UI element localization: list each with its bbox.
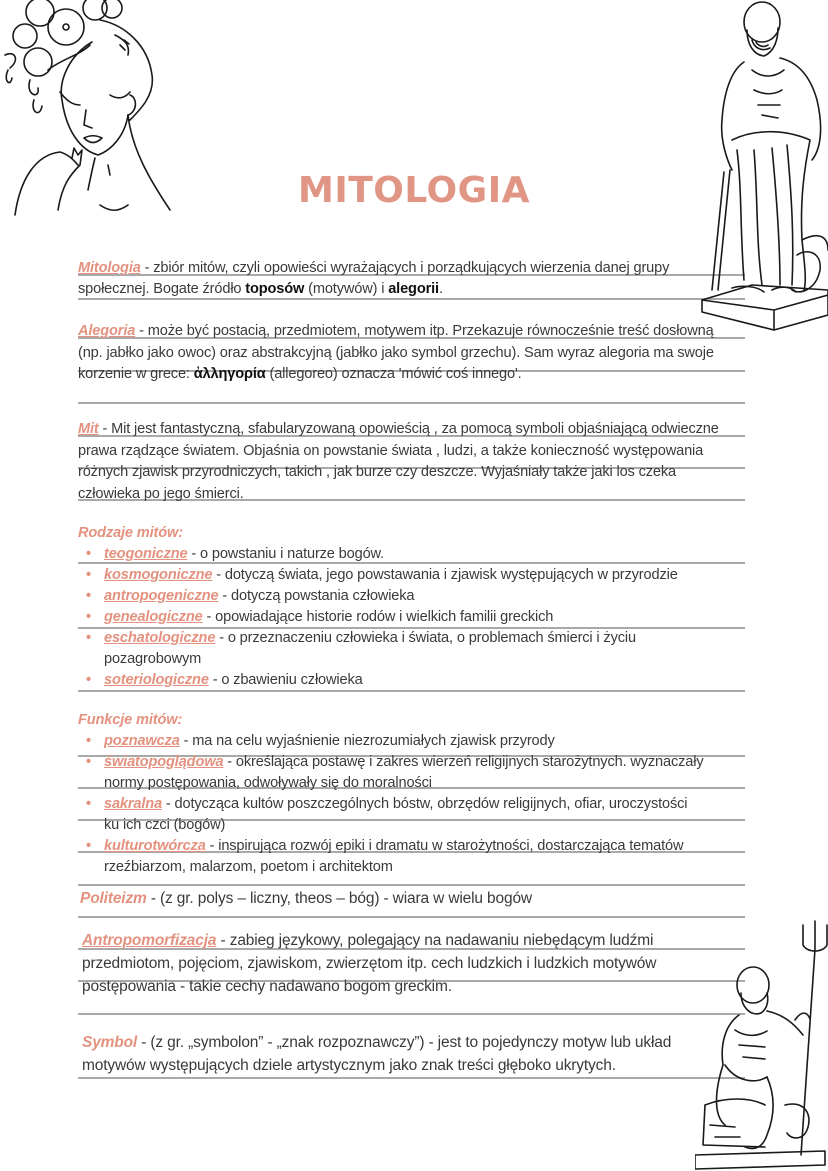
list-item-desc: - inspirująca rozwój epiki i dramatu w starożytności, dostarczająca tematów rzeźbiarzom, malarzom, poetom i architektom	[104, 838, 684, 875]
definition-text: (motywów) i	[304, 281, 389, 297]
greek-word: ἀλληγορία	[193, 366, 266, 382]
term-politeizm: Politeizm	[80, 890, 147, 907]
list-item-term: kulturotwórcza	[104, 838, 206, 854]
list-item	[78, 794, 694, 836]
section-funkcje-mitow	[78, 710, 738, 878]
list-item	[78, 752, 704, 794]
definition-mit	[78, 419, 738, 505]
term-mitologia: Mitologia	[78, 260, 141, 276]
definition-text: .	[438, 281, 443, 297]
term-symbol: Symbol	[82, 1034, 138, 1051]
rule-line	[78, 916, 745, 918]
list-item-term: genealogiczne	[104, 609, 203, 625]
definition-alegoria	[78, 321, 718, 386]
list-item-desc: - opowiadające historie rodów i wielkich familii greckich	[202, 609, 554, 625]
list-item-term: teogoniczne	[104, 546, 188, 562]
section-rodzaje-mitow	[78, 523, 738, 691]
poseidon-trident-icon	[695, 921, 827, 1169]
myth-functions-list	[78, 731, 738, 878]
list-item	[78, 586, 738, 607]
list-item	[78, 544, 738, 565]
page-title: MITOLOGIA	[298, 170, 530, 211]
term-antropomorfizacja: Antropomorfizacja	[82, 932, 217, 949]
list-item	[78, 565, 738, 586]
flower-crown-icon	[5, 0, 152, 120]
myth-types-list	[78, 544, 738, 691]
keyword-alegorii: alegorii	[388, 281, 439, 297]
poseidon-illustration	[695, 915, 828, 1171]
list-item	[78, 628, 684, 670]
definition-antropomorfizacja	[82, 929, 732, 998]
list-item-term: kosmogoniczne	[104, 567, 213, 583]
definition-mitologia	[78, 258, 738, 300]
rule-line	[78, 884, 745, 886]
list-item	[78, 607, 738, 628]
section-heading: Funkcje mitów:	[78, 712, 183, 728]
list-item-desc: - o przeznaczeniu człowieka i świata, o problemach śmierci i życiu pozagrobowym	[104, 630, 636, 667]
list-item	[78, 670, 738, 691]
list-item	[78, 731, 738, 752]
term-alegoria: Alegoria	[78, 323, 136, 339]
definition-text: (allegoreo) oznacza 'mówić coś innego'.	[265, 366, 522, 382]
list-item	[78, 836, 714, 878]
list-item-desc: - o powstaniu i naturze bogów.	[187, 546, 385, 562]
definition-politeizm	[80, 887, 740, 910]
section-heading: Rodzaje mitów:	[78, 525, 183, 541]
rule-line	[78, 402, 745, 404]
definition-text: - (z gr. „symbolon” - „znak rozpoznawczy”) - jest to pojedynczy motyw lub układ motywów występujących dziele artystycznym jako znak treści głęboko ukrytych.	[82, 1034, 672, 1074]
term-mit: Mit	[78, 421, 99, 437]
definition-text: - zabieg językowy, polegający na nadawaniu niebędącym ludźmi przedmiotom, pojęciom, zjawiskom, zwierzętom itp. cech ludzkich i ludzkich motywów postępowania - takie cechy nadawano bogom greckim.	[82, 932, 657, 995]
list-item-desc: - o zbawieniu człowieka	[208, 672, 363, 688]
rule-line	[78, 1013, 745, 1015]
list-item-desc: - dotyczą powstania człowieka	[218, 588, 415, 604]
list-item-desc: - dotycząca kultów poszczególnych bóstw, obrzędów religijnych, ofiar, uroczystości ku ich czci (bogów)	[104, 796, 688, 833]
list-item-term: soteriologiczne	[104, 672, 209, 688]
keyword-toposow: toposów	[245, 281, 305, 297]
definition-text: - Mit jest fantastyczną, sfabularyzowaną opowieścią , za pomocą symboli objaśniającą odwieczne prawa rządzące światem. Objaśnia on powstanie świata , ludzi, a także konieczność występowania różnych zjawisk przyrodniczych, takich , jak burze czy deszcze. Wyjaśniały także jaki los czeka człowieka po jego śmierci.	[78, 421, 719, 502]
definition-text: - może być postacią, przedmiotem, motywem itp. Przekazuje równocześnie treść dosłowną (np. jabłko jako owoc) oraz abstrakcyjną (jabłko jako symbol grzechu). Sam wyraz alegoria ma swoje korzenie w grece:	[78, 323, 714, 382]
list-item-term: antropogeniczne	[104, 588, 219, 604]
definition-symbol	[82, 1031, 732, 1077]
rule-line	[78, 1077, 745, 1079]
list-item-desc: - określająca postawę i zakres wierzeń religijnych starożytnych. wyznaczały normy postępowania, odwoływały się do moralności	[104, 754, 704, 791]
list-item-term: światopoglądowa	[104, 754, 224, 770]
list-item-term: sakralna	[104, 796, 163, 812]
definition-text: - (z gr. polys – liczny, theos – bóg) - wiara w wielu bogów	[146, 890, 532, 907]
list-item-desc: - ma na celu wyjaśnienie niezrozumiałych zjawisk przyrody	[179, 733, 555, 749]
list-item-desc: - dotyczą świata, jego powstawania i zjawisk występujących w przyrodzie	[212, 567, 678, 583]
list-item-term: poznawcza	[104, 733, 180, 749]
list-item-term: eschatologiczne	[104, 630, 216, 646]
definition-text: - zbiór mitów, czyli opowieści wyrażających i porządkujących wierzenia danej grupy społecznej. Bogate źródło	[78, 260, 670, 297]
